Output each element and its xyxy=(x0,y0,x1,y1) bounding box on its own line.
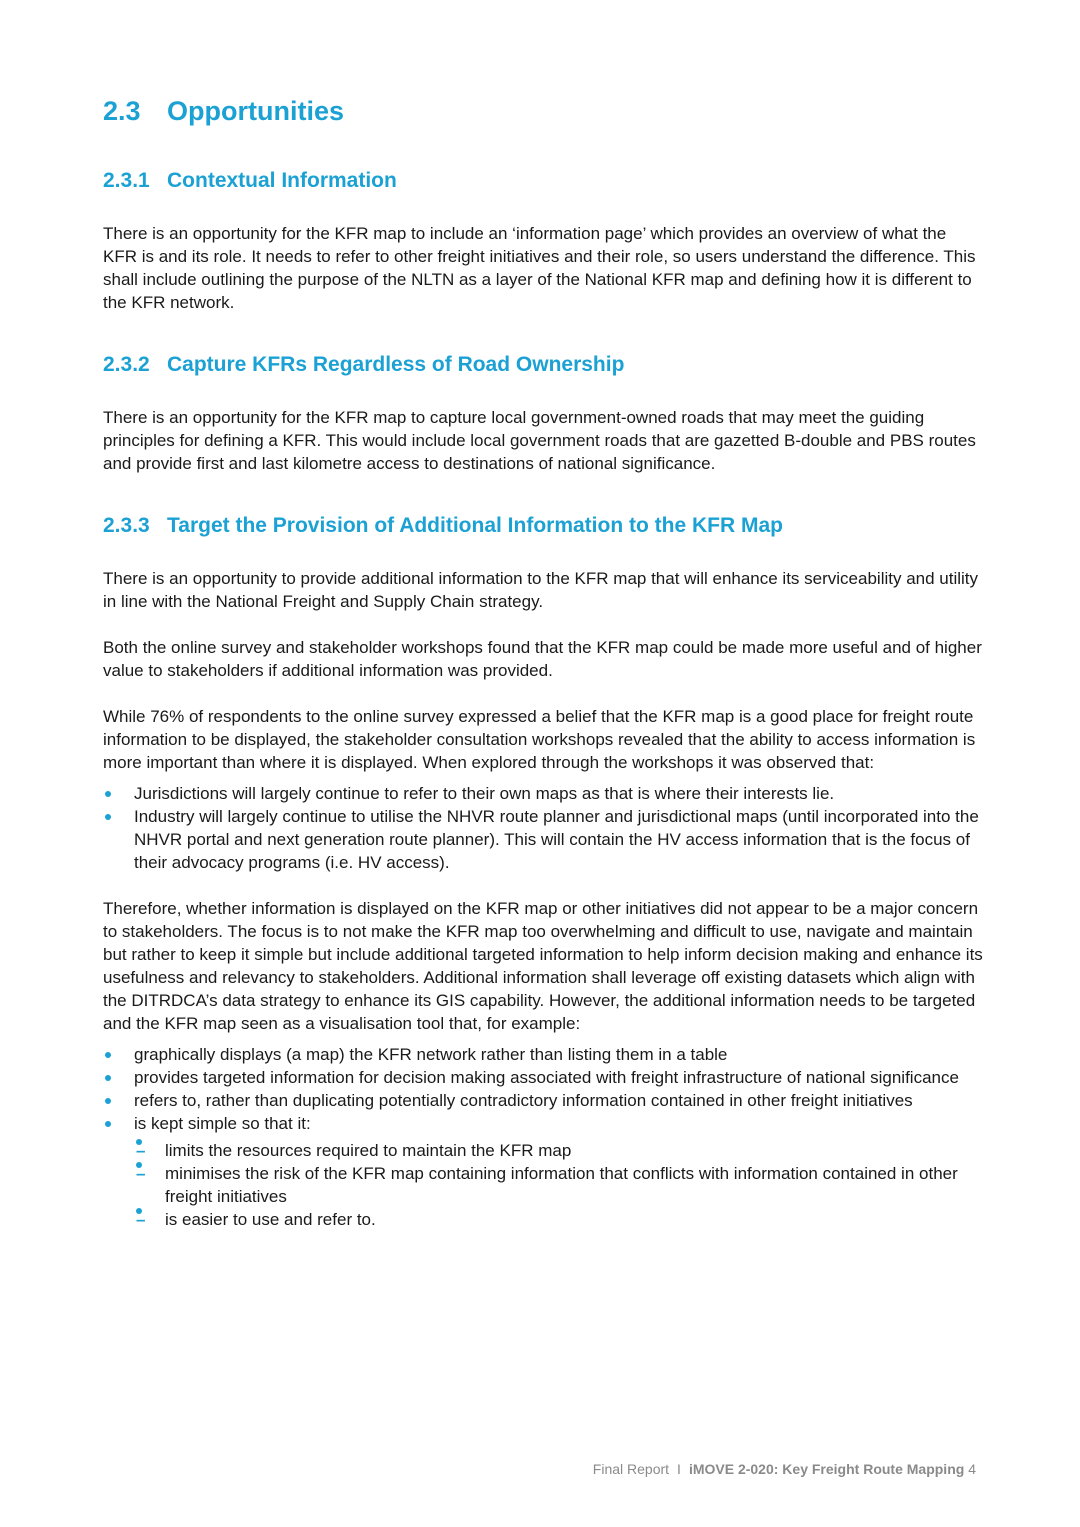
subsection-heading-2-3-1 xyxy=(103,169,983,193)
respondents-paragraph: While 76% of respondents to the online survey expressed a belief that the KFR map is a good place for freight route information to be displayed, the stakeholder consultation workshops revealed that the ability to access information is more important than where it is displayed. When explored through the workshops it was observed that: xyxy=(103,707,976,772)
subsection-number: 2.3.1 xyxy=(103,169,150,192)
subsection-number: 2.3.2 xyxy=(103,353,150,376)
list-item-text: Jurisdictions will largely continue to refer to their own maps as that is where their interests lie. xyxy=(134,784,835,803)
section-number: 2.3 xyxy=(103,96,141,126)
survey-findings-paragraph: Both the online survey and stakeholder workshops found that the KFR map could be made more useful and of higher value to stakeholders if additional information was provided. xyxy=(103,638,982,680)
section-heading xyxy=(103,96,983,127)
subsection-title: Target the Provision of Additional Information to the KFR Map xyxy=(167,514,783,537)
list-item xyxy=(103,782,983,805)
bullet-icon xyxy=(105,1075,111,1081)
simple-sub-list xyxy=(134,1139,983,1231)
sub-list-item xyxy=(134,1139,983,1162)
list-item xyxy=(103,1066,983,1089)
subsection-heading-2-3-3 xyxy=(103,514,983,538)
subsection-number: 2.3.3 xyxy=(103,514,150,537)
list-item-text: refers to, rather than duplicating potentially contradictory information contained in other freight initiatives xyxy=(134,1091,913,1110)
document-page xyxy=(103,96,983,1231)
dash-icon: – xyxy=(136,1141,146,1160)
page-footer xyxy=(593,1461,976,1477)
list-item xyxy=(103,1112,983,1231)
therefore-paragraph: Therefore, whether information is displayed on the KFR map or other initiatives did not appear to be a major concern to stakeholders. The focus is to not make the KFR map too overwhelming and difficult to use, navigate and maintain but rather to keep it simple but include additional targeted information to help inform decision making and enhance its usefulness and relevancy to stakeholders. Additional information shall leverage off existing datasets which align with the DITRDCA’s data strategy to enhance its GIS capability. However, the additional information needs to be targeted and the KFR map seen as a visualisation tool that, for example: xyxy=(103,899,983,1033)
list-item xyxy=(103,1043,983,1066)
bullet-icon xyxy=(105,1052,111,1058)
list-item-text: Industry will largely continue to utilise the NHVR route planner and jurisdictional maps (until incorporated into the NHVR portal and next generation route planner). This will contain the HV access information that is the focus of their advocacy programs (i.e. HV access). xyxy=(134,807,979,872)
bullet-icon xyxy=(105,814,111,820)
footer-page-number: 4 xyxy=(968,1461,976,1477)
list-item-text: graphically displays (a map) the KFR network rather than listing them in a table xyxy=(134,1045,728,1064)
bullet-icon xyxy=(105,791,111,797)
list-item xyxy=(103,1089,983,1112)
sub-list-item xyxy=(134,1162,983,1208)
dash-icon: – xyxy=(136,1164,146,1183)
footer-label: Final Report xyxy=(592,1461,670,1477)
sub-list-item xyxy=(134,1208,983,1231)
dash-icon: – xyxy=(136,1210,146,1229)
additional-info-paragraph: There is an opportunity to provide additional information to the KFR map that will enhance its serviceability and utility in line with the National Freight and Supply Chain strategy. xyxy=(103,569,979,611)
footer-separator: I xyxy=(677,1461,681,1477)
subsection-heading-2-3-2 xyxy=(103,353,983,377)
sub-list-item-text: is easier to use and refer to. xyxy=(165,1210,376,1229)
sub-list-item-text: minimises the risk of the KFR map containing information that conflicts with information contained in other freight initiatives xyxy=(165,1164,958,1206)
bullet-icon xyxy=(105,1121,111,1127)
capture-kfrs-paragraph: There is an opportunity for the KFR map to capture local government-owned roads that may meet the guiding principles for defining a KFR. This would include local government roads that are gazetted B-double and PBS routes and provide first and last kilometre access to destinations of national significance. xyxy=(103,408,976,473)
subsection-title: Capture KFRs Regardless of Road Ownership xyxy=(167,353,625,376)
list-item-text: provides targeted information for decision making associated with freight infrastructure of national significance xyxy=(134,1068,959,1087)
footer-report-title: iMOVE 2-020: Key Freight Route Mapping xyxy=(688,1461,965,1477)
contextual-info-paragraph: There is an opportunity for the KFR map to include an ‘information page’ which provides an overview of what the KFR is and its role. It needs to refer to other freight initiatives and their role, so users understand the difference. This shall include outlining the purpose of the NLTN as a layer of the National KFR map and defining how it is different to the KFR network. xyxy=(103,224,976,312)
bullet-icon xyxy=(105,1098,111,1104)
examples-list xyxy=(103,1043,983,1231)
list-item-text: is kept simple so that it: xyxy=(134,1114,311,1133)
list-item xyxy=(103,805,983,874)
subsection-title: Contextual Information xyxy=(167,169,397,192)
sub-list-item-text: limits the resources required to maintain the KFR map xyxy=(165,1141,572,1160)
observations-list xyxy=(103,782,983,874)
section-title: Opportunities xyxy=(167,96,344,126)
